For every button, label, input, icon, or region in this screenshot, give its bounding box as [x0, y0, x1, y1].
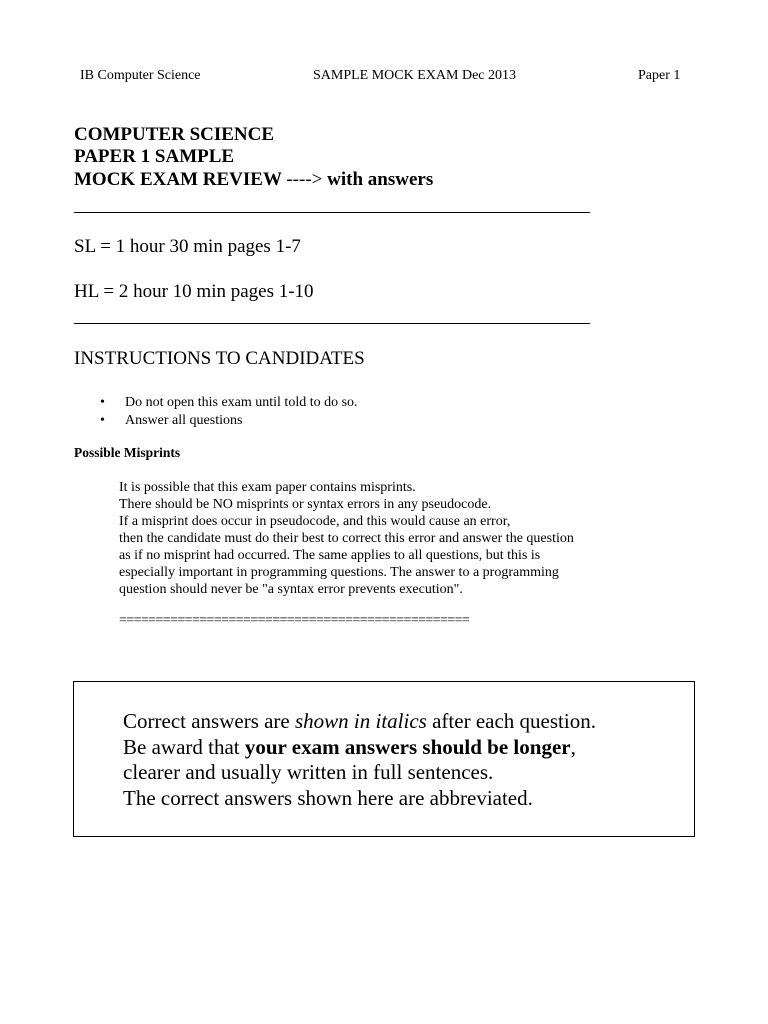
title-line-review [74, 169, 433, 191]
answer-note-text-part: after each question. [426, 709, 596, 733]
misprints-line: It is possible that this exam paper contains misprints. [119, 480, 416, 495]
misprints-paragraph [119, 479, 574, 598]
bullet-icon: • [100, 413, 105, 428]
misprints-line: question should never be "a syntax error prevents execution". [119, 582, 463, 597]
answer-note-box [73, 681, 695, 837]
misprints-line: especially important in programming questions. The answer to a programming [119, 565, 559, 580]
header-exam-title: SAMPLE MOCK EXAM Dec 2013 [313, 68, 516, 83]
title-line-paper: PAPER 1 SAMPLE [74, 146, 235, 167]
answer-note-line-3: clearer and usually written in full sentences. [123, 760, 494, 784]
title-with-answers: with answers [322, 169, 434, 190]
answer-note-line-1 [123, 709, 596, 735]
misprints-heading: Possible Misprints [74, 445, 181, 460]
title-arrow: ----> [286, 169, 323, 190]
misprints-line: There should be NO misprints or syntax errors in any pseudocode. [119, 497, 492, 512]
duration-hl: HL = 2 hour 10 min pages 1-10 [74, 281, 314, 302]
answer-note-line-4: The correct answers shown here are abbreviated. [123, 785, 533, 810]
bullet-icon: • [100, 395, 105, 410]
answer-note-text [123, 709, 596, 811]
instruction-item-text: Do not open this exam until told to do so. [125, 395, 358, 410]
answer-note-text-part: Correct answers are [123, 709, 295, 733]
divider-line-bottom [74, 323, 590, 324]
equals-separator: ================================================ [119, 613, 470, 628]
bold-emphasis: your exam answers should be longer [244, 734, 571, 759]
header-course-name: IB Computer Science [80, 68, 201, 83]
answer-note-text-part: Be award that [123, 734, 245, 759]
divider-line-top [74, 212, 590, 213]
instruction-item [100, 412, 242, 429]
italic-emphasis: shown in italics [295, 709, 427, 733]
misprints-line: then the candidate must do their best to correct this error and answer the question [119, 531, 574, 546]
instructions-heading: INSTRUCTIONS TO CANDIDATES [74, 348, 365, 369]
answer-note-text-part: , [570, 734, 576, 759]
instruction-item-text: Answer all questions [125, 413, 243, 428]
title-line-subject: COMPUTER SCIENCE [74, 124, 275, 145]
misprints-line: If a misprint does occur in pseudocode, and this would cause an error, [119, 514, 511, 529]
misprints-line: as if no misprint had occurred. The same applies to all questions, but this is [119, 548, 541, 563]
duration-sl: SL = 1 hour 30 min pages 1-7 [74, 236, 301, 257]
header-paper-number: Paper 1 [638, 68, 681, 83]
answer-note-line-2 [123, 735, 596, 761]
title-review-text: MOCK EXAM REVIEW [74, 169, 287, 190]
instruction-item [100, 394, 358, 411]
